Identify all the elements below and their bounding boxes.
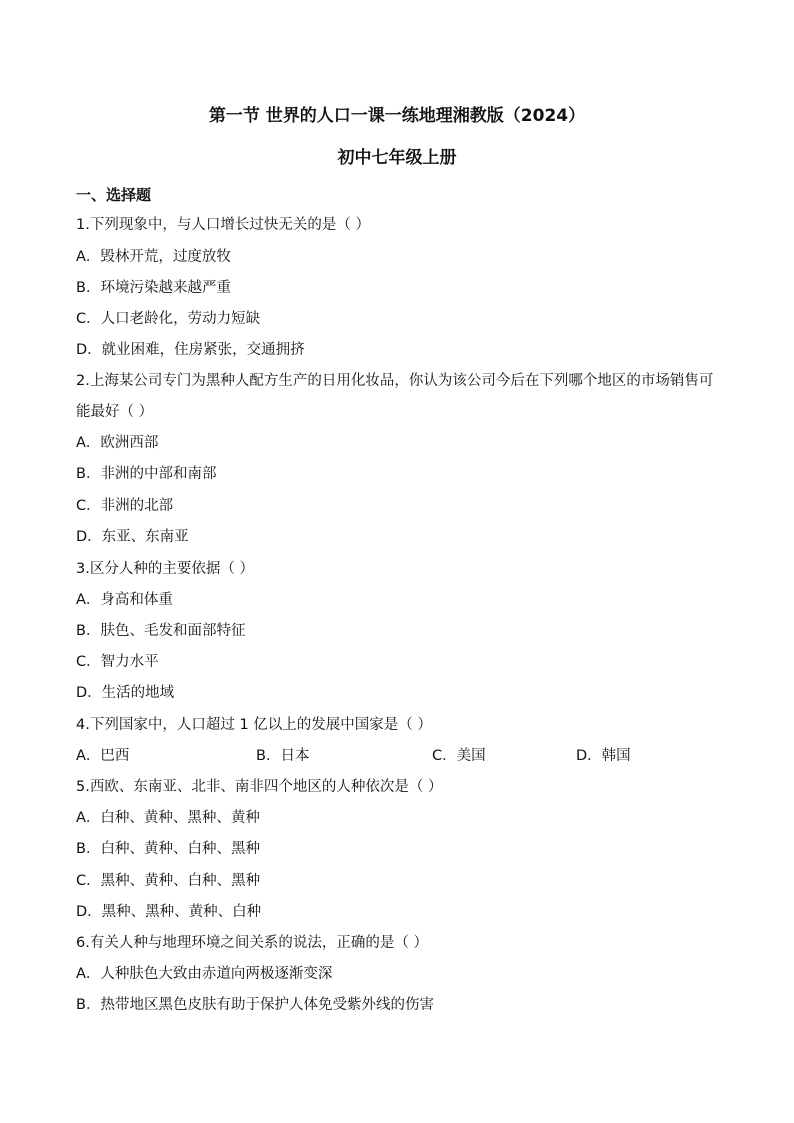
question-6-option-a: A．人种肤色大致由赤道向两极逐渐变深 <box>76 966 333 982</box>
question-4-option-b: B．日本 <box>256 748 310 764</box>
section-heading: 一、选择题 <box>76 186 152 204</box>
question-5-option-b: B．白种、黄种、白种、黑种 <box>76 841 260 857</box>
question-1-option-d: D．就业困难，住房紧张，交通拥挤 <box>76 342 305 358</box>
question-5-option-a: A．白种、黄种、黑种、黄种 <box>76 810 260 826</box>
document-subtitle: 初中七年级上册 <box>337 148 457 168</box>
question-3-option-d: D．生活的地域 <box>76 685 175 701</box>
question-2-stem-line1: 2.上海某公司专门为黑种人配方生产的日用化妆品，你认为该公司今后在下列哪个地区的市场销售可 <box>76 373 714 389</box>
question-3-option-c: C．智力水平 <box>76 654 159 670</box>
question-2-stem-line2: 能最好（ ） <box>76 404 154 420</box>
question-4-option-d: D．韩国 <box>576 748 631 764</box>
question-1-stem: 1.下列现象中，与人口增长过快无关的是（ ） <box>76 217 370 233</box>
question-2-option-c: C．非洲的北部 <box>76 498 174 514</box>
question-4-option-c: C．美国 <box>432 748 486 764</box>
question-2-option-d: D．东亚、东南亚 <box>76 529 189 545</box>
question-2-option-b: B．非洲的中部和南部 <box>76 466 217 482</box>
question-3-stem: 3.区分人种的主要依据（ ） <box>76 561 254 577</box>
question-5-option-d: D．黑种、黑种、黄种、白种 <box>76 904 262 920</box>
question-6-stem: 6.有关人种与地理环境之间关系的说法，正确的是（ ） <box>76 935 428 951</box>
question-1-option-b: B．环境污染越来越严重 <box>76 280 231 296</box>
question-2-option-a: A．欧洲西部 <box>76 435 159 451</box>
question-5-option-c: C．黑种、黄种、白种、黑种 <box>76 873 261 889</box>
question-6-option-b: B．热带地区黑色皮肤有助于保护人体免受紫外线的伤害 <box>76 997 434 1013</box>
question-1-option-c: C．人口老龄化，劳动力短缺 <box>76 311 261 327</box>
question-4-stem: 4.下列国家中，人口超过 1 亿以上的发展中国家是（ ） <box>76 717 432 733</box>
question-5-stem: 5.西欧、东南亚、北非、南非四个地区的人种依次是（ ） <box>76 779 443 795</box>
question-3-option-b: B．肤色、毛发和面部特征 <box>76 623 246 639</box>
question-3-option-a: A．身高和体重 <box>76 592 173 608</box>
question-1-option-a: A．毁林开荒，过度放牧 <box>76 249 231 265</box>
document-title: 第一节 世界的人口一课一练地理湘教版（2024） <box>208 106 586 126</box>
question-4-option-a: A．巴西 <box>76 748 130 764</box>
